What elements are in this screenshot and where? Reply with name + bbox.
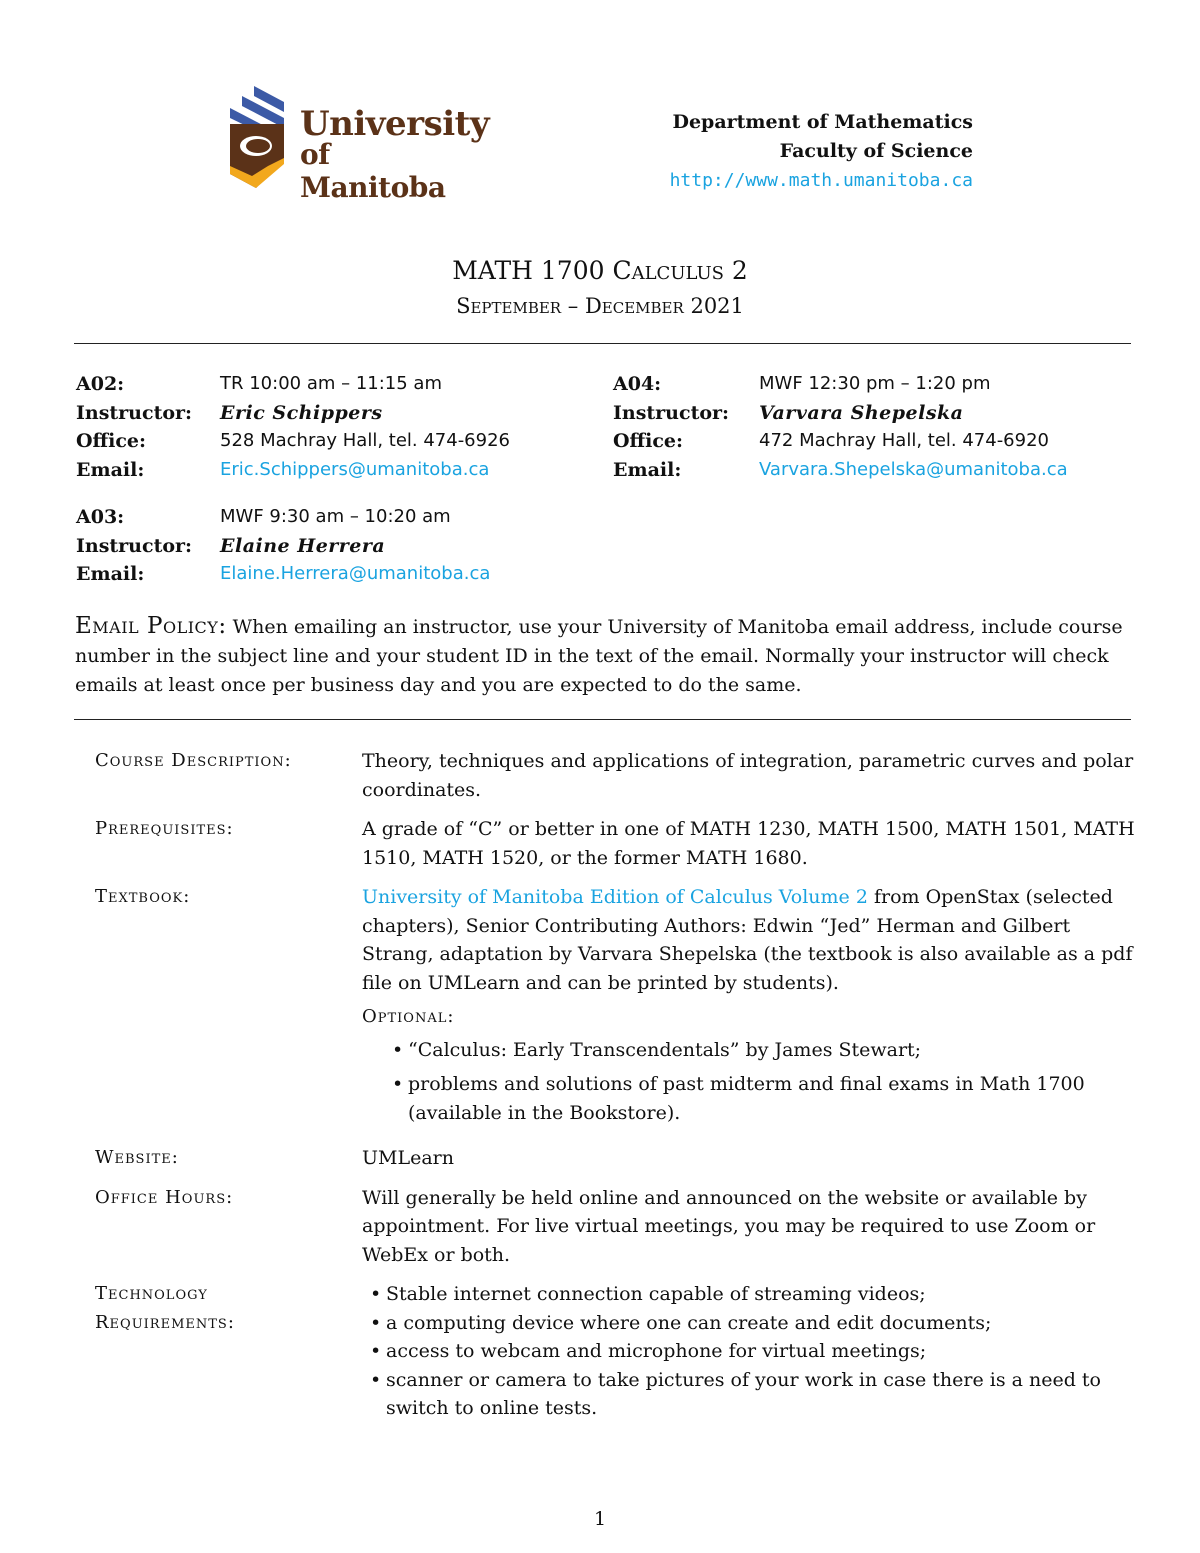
office-hours-label: Office Hours: bbox=[95, 1186, 234, 1208]
instructor-name: Eric Schippers bbox=[220, 401, 383, 424]
instructor-name: Elaine Herrera bbox=[220, 534, 386, 557]
section-time: TR 10:00 am – 11:15 am bbox=[220, 373, 442, 394]
list-item: • scanner or camera to take pictures of your work in case there is a need to switch to online tests. bbox=[368, 1366, 1135, 1423]
course-description-row bbox=[95, 747, 1135, 804]
textbook-details: from OpenStax (selected chapters), Senior Contributing Authors: Edwin “Jed” Herman and Gilbert Strang, adaptation by Varvara Shepelska (the textbook is also available as a pdf file on UMLearn and can be printed by students). bbox=[362, 886, 1133, 994]
page-number: 1 bbox=[593, 1508, 607, 1530]
faculty-name: Faculty of Science bbox=[779, 140, 973, 162]
prerequisites-row bbox=[95, 815, 1135, 872]
email-policy-heading: Email Policy: bbox=[75, 613, 227, 639]
section-a04 bbox=[613, 370, 1068, 484]
instructor-name: Varvara Shepelska bbox=[759, 401, 964, 424]
office-hours-row bbox=[95, 1184, 1135, 1270]
office-value: 472 Machray Hall, tel. 474-6920 bbox=[759, 430, 1049, 451]
top-divider bbox=[74, 343, 1131, 344]
website-label: Website: bbox=[95, 1147, 179, 1168]
university-logo bbox=[222, 82, 490, 204]
policy-divider bbox=[74, 719, 1131, 720]
prerequisites-text: A grade of “C” or better in one of MATH 1230, MATH 1500, MATH 1501, MATH 1510, MATH 1520, or the former MATH 1680. bbox=[362, 818, 1135, 869]
email-policy-text: When emailing an instructor, use your University of Manitoba email address, include course number in the subject line and your student ID in the text of the email. Normally your instructor will check emails at least once per business day and you are expected to do the same. bbox=[75, 616, 1123, 696]
department-block bbox=[670, 108, 973, 195]
department-url-link[interactable]: http://www.math.umanitoba.ca bbox=[669, 170, 973, 191]
instructor-label: Instructor: bbox=[613, 401, 730, 424]
instructor-email-link[interactable]: Eric.Schippers@umanitoba.ca bbox=[220, 458, 490, 480]
optional-label: Optional: bbox=[362, 1006, 455, 1027]
university-crest-icon bbox=[222, 82, 294, 192]
section-time: MWF 9:30 am – 10:20 am bbox=[220, 506, 451, 527]
section-a02 bbox=[76, 370, 510, 484]
section-label: A03: bbox=[76, 506, 125, 528]
section-time: MWF 12:30 pm – 1:20 pm bbox=[759, 373, 991, 394]
section-a03 bbox=[76, 503, 490, 589]
instructor-email-link[interactable]: Varvara.Shepelska@umanitoba.ca bbox=[759, 458, 1068, 480]
textbook-text bbox=[362, 883, 1135, 997]
course-description-label: Course Description: bbox=[95, 750, 292, 771]
optional-block bbox=[362, 1003, 1135, 1127]
list-item: • access to webcam and microphone for virtual meetings; bbox=[368, 1337, 1135, 1366]
textbook-label: Textbook: bbox=[95, 886, 191, 907]
tech-label-line1: Technology bbox=[95, 1283, 208, 1304]
textbook-content bbox=[362, 883, 1135, 1133]
office-hours-text: Will generally be held online and announced on the website or available by appointment. For live virtual meetings, you may be required to use Zoom or WebEx or both. bbox=[362, 1186, 1096, 1266]
logo-text-manitoba: of Manitoba bbox=[300, 138, 446, 204]
office-value: 528 Machray Hall, tel. 474-6926 bbox=[220, 430, 510, 451]
website-row bbox=[95, 1144, 1135, 1173]
instructor-label: Instructor: bbox=[76, 534, 193, 557]
list-item: • a computing device where one can create and edit documents; bbox=[368, 1309, 1135, 1338]
instructor-label: Instructor: bbox=[76, 401, 193, 424]
office-label: Office: bbox=[613, 430, 684, 452]
website-value: UMLearn bbox=[362, 1147, 454, 1169]
optional-list bbox=[362, 1036, 1135, 1128]
course-term: September – December 2021 bbox=[456, 294, 744, 318]
technology-requirements-content bbox=[362, 1280, 1135, 1423]
technology-list bbox=[362, 1280, 1135, 1423]
textbook-link[interactable]: University of Manitoba Edition of Calculus Volume 2 bbox=[362, 886, 868, 908]
textbook-row bbox=[95, 883, 1135, 1133]
list-item: • problems and solutions of past midterm and final exams in Math 1700 (available in the Bookstore). bbox=[390, 1070, 1135, 1127]
course-info bbox=[95, 747, 1135, 1434]
tech-label-line2: Requirements: bbox=[95, 1311, 235, 1333]
logo-text-university: University bbox=[300, 104, 490, 144]
email-label: Email: bbox=[76, 458, 145, 481]
email-policy bbox=[75, 612, 1135, 700]
list-item: • Stable internet connection capable of streaming videos; bbox=[368, 1280, 1135, 1309]
instructor-email-link[interactable]: Elaine.Herrera@umanitoba.ca bbox=[220, 563, 491, 584]
department-name: Department of Mathematics bbox=[672, 111, 973, 133]
prerequisites-label: Prerequisites: bbox=[95, 818, 234, 839]
email-label: Email: bbox=[76, 563, 145, 585]
office-label: Office: bbox=[76, 430, 147, 452]
course-title: MATH 1700 Calculus 2 bbox=[452, 256, 748, 285]
email-label: Email: bbox=[613, 458, 682, 481]
course-description-text: Theory, techniques and applications of integration, parametric curves and polar coordinates. bbox=[362, 750, 1134, 801]
section-label: A04: bbox=[613, 373, 662, 395]
list-item: • “Calculus: Early Transcendentals” by James Stewart; bbox=[390, 1036, 1135, 1065]
section-label: A02: bbox=[76, 373, 125, 395]
technology-requirements-label bbox=[95, 1280, 362, 1423]
technology-requirements-row bbox=[95, 1280, 1135, 1423]
